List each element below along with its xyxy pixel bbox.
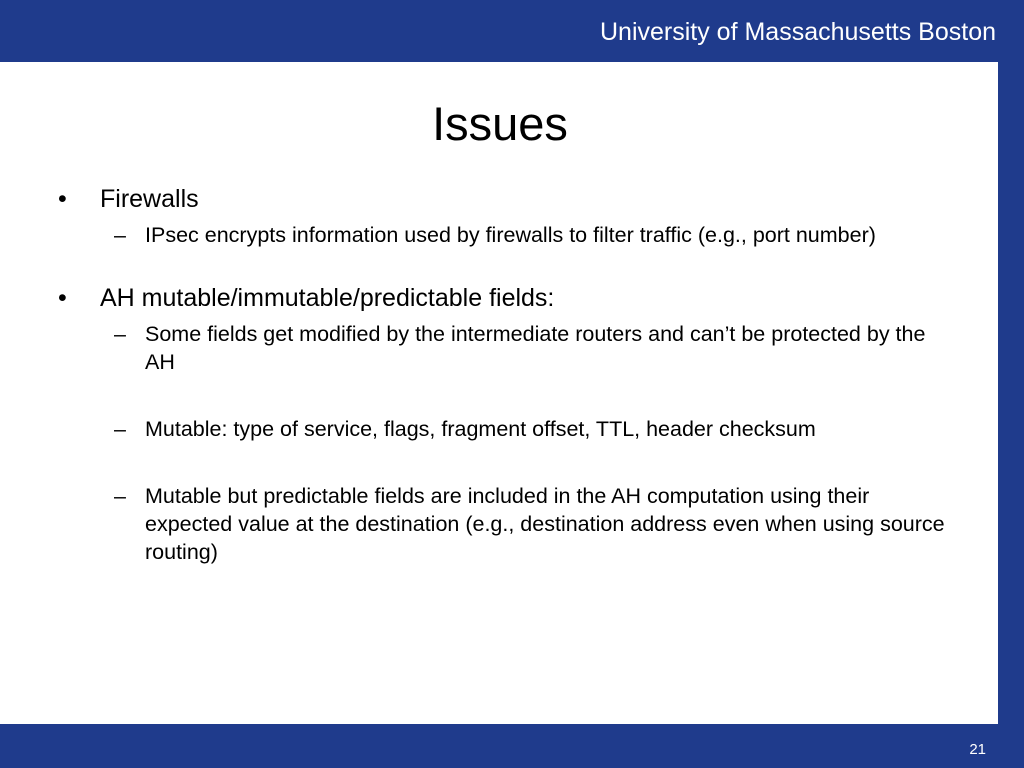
- slide-content: [58, 184, 958, 566]
- bullet-firewalls: [58, 184, 958, 214]
- bullet-mark: •: [58, 284, 67, 312]
- sub-bullet-mark: –: [114, 484, 126, 508]
- footer-bar: [0, 724, 1024, 768]
- sub-bullet-mark: –: [114, 223, 126, 247]
- sub-bullet-modified-fields: [58, 320, 958, 376]
- sub-bullet-mutable: [58, 415, 958, 443]
- right-border-strip: [998, 0, 1024, 768]
- sub-bullet-text: Some fields get modified by the intermediate routers and can’t be protected by the AH: [145, 322, 926, 374]
- sub-bullet-mark: –: [114, 417, 126, 441]
- sub-bullet-ipsec: [58, 221, 958, 249]
- sub-bullet-mutable-predictable: [58, 482, 958, 566]
- bullet-text: AH mutable/immutable/predictable fields:: [100, 284, 555, 312]
- bullet-ah-fields: [58, 283, 958, 313]
- bullet-mark: •: [58, 185, 67, 213]
- page-number: 21: [969, 741, 986, 758]
- sub-bullet-text: Mutable: type of service, flags, fragment offset, TTL, header checksum: [145, 417, 816, 441]
- sub-bullet-mark: –: [114, 322, 126, 346]
- slide-title: Issues: [432, 97, 568, 150]
- sub-bullet-text: Mutable but predictable fields are included in the AH computation using their expected value at the destination (e.g., destination address even when using source routing): [145, 484, 945, 564]
- bullet-text: Firewalls: [100, 185, 199, 213]
- sub-bullet-text: IPsec encrypts information used by firewalls to filter traffic (e.g., port number): [145, 223, 876, 247]
- institution-name: University of Massachusetts Boston: [600, 18, 996, 46]
